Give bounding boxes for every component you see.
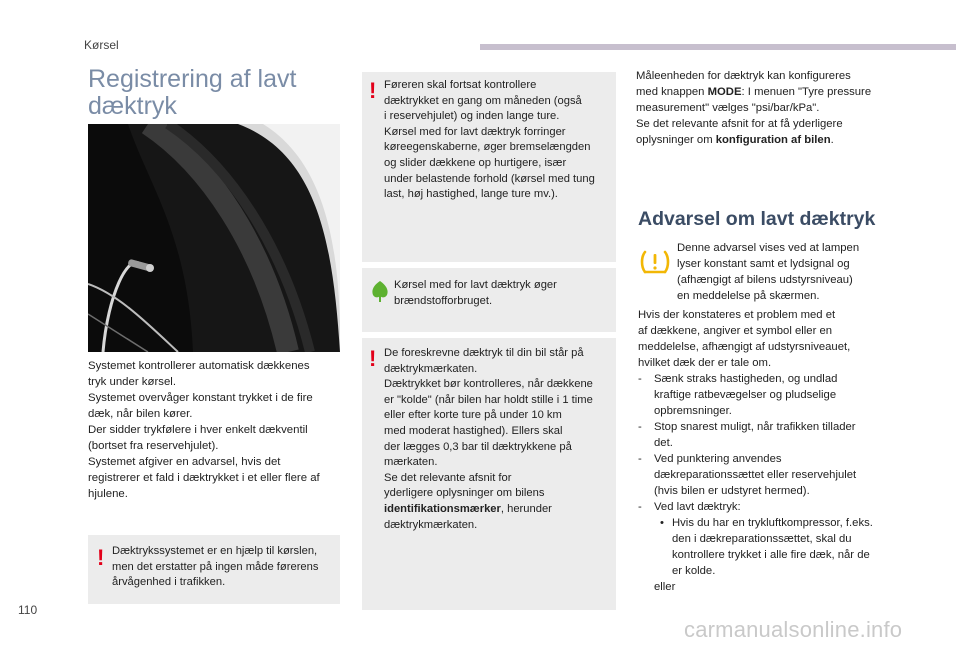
- intro-text: Systemet kontrollerer automatisk dækkenes tryk under kørsel. Systemet overvåger konstant trykket i de fire dæk, når bilen kører. Der sidder trykfølere i hver enkelt dækventil (bortset fra reservehjulet). Systemet afgiver en advarsel, hvis det registrerer et fald i dæktrykket i et eller flere af hjulene.: [88, 360, 320, 500]
- warning-text-check: Føreren skal fortsat kontrollere dæktrykket en gang om måneden (også i reservehjulet) og inden lange ture. Kørsel med for lavt dæktryk forringer køreegenskaberne, øger bremselængden og slider dækkene op hurtigere, især under belastende forhold (kørsel med tung last, høj hastighed, lange ture mv.).: [384, 79, 595, 201]
- warning-box-assist: [88, 535, 340, 604]
- link-identification-labels[interactable]: identifikationsmærker: [384, 502, 501, 515]
- sub-list-item: • Hvis du har en trykluftkompressor, f.eks. den i dækreparationssættet, skal du kontrollere trykket i alle fire dæk, når de er kolde.: [660, 517, 873, 577]
- list-item: - Sænk straks hastigheden, og undlad kraftige ratbevægelser og pludselige opbremsninger.: [638, 373, 838, 417]
- mode-button-label: MODE: [707, 86, 742, 98]
- header-rule: [480, 44, 956, 50]
- warning-box-pressure: [362, 338, 616, 610]
- wheel-illustration: [88, 124, 340, 352]
- unit-config-text: Måleenheden for dæktryk kan konfigureres med knappen MODE: I menuen "Tyre pressure measurement" vælges "psi/bar/kPa". Se det relevante afsnit for at få yderligere oplysninger om konfiguration af bilen.: [636, 70, 872, 146]
- lamp-description: Denne advarsel vises ved at lampen lyser konstant samt et lydsignal og (afhængigt af bilens udstyrsniveau) en meddelelse på skærmen.: [677, 242, 860, 302]
- eco-box: [362, 268, 616, 332]
- warning-icon: !: [369, 346, 377, 371]
- problem-text: Hvis der konstateres et problem med et af dækkene, angiver et symbol eller en meddelelse, afhængigt af udstyrsniveauet, hvilket dæk der er tale om. - Sænk straks hastigheden, og undlad kraftige ratbevægelser og pludselige opbremsninger. - Stop snarest muligt, når trafikken tillader det. - Ved punktering anvendes dækreparationssættet eller reservehjulet (hvis bilen er udstyret hermed). - Ved lavt dæktryk: • Hvis du har en trykluftkompressor, f.eks. den i dækreparationssættet, skal du kontrollere trykket i alle fire dæk, når de er kolde. eller: [638, 307, 900, 595]
- eco-leaf-icon: [370, 280, 390, 302]
- page-title: Registrering af lavt dæktryk: [88, 65, 297, 120]
- or-text: eller: [654, 581, 676, 593]
- list-item: - Stop snarest muligt, når trafikken tillader det.: [638, 421, 856, 449]
- tyre-sensor-photo: [88, 124, 340, 352]
- warning-text-assist: Dæktrykssystemet er en hjælp til kørslen, men det erstatter på ingen måde førerens årvågenhed i trafikken.: [112, 545, 319, 589]
- page-number: 110: [18, 603, 38, 617]
- watermark: carmanualsonline.info: [684, 617, 903, 642]
- action-list: [638, 371, 900, 515]
- eco-text: Kørsel med for lavt dæktryk øger brændstofforbruget.: [394, 279, 557, 307]
- section-label: Kørsel: [84, 38, 119, 52]
- tyre-pressure-warning-lamp-icon: [640, 248, 670, 276]
- list-item: - Ved punktering anvendes dækreparationssættet eller reservehjulet (hvis bilen er udstyret hermed).: [638, 453, 857, 497]
- link-vehicle-configuration[interactable]: konfiguration af bilen: [715, 134, 831, 146]
- warning-icon: !: [97, 545, 105, 570]
- warning-box-check: [362, 72, 616, 262]
- section-heading: Advarsel om lavt dæktryk: [638, 208, 876, 230]
- warning-icon: !: [369, 78, 377, 103]
- warning-text-pressure: De foreskrevne dæktryk til din bil står på dæktrykmærkaten. Dæktrykket bør kontrolleres, når dækkene er "kolde" (når bilen har holdt stille i 1 time eller efter korte ture på under 10 km med moderat hastighed). Ellers skal der lægges 0,3 bar til dæktrykkene på mærkaten. Se det relevante afsnit for yderligere oplysninger om bilens identifikationsmærker, herunder dæktrykmærkaten.: [384, 347, 593, 531]
- list-item: - Ved lavt dæktryk:: [638, 501, 741, 513]
